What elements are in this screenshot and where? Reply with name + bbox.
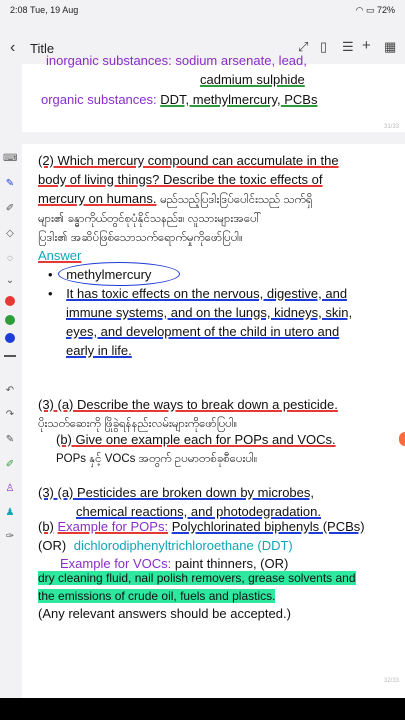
notebook-page[interactable] — [22, 53, 405, 698]
q3b-line: (b) Give one example each for POPs and VOCs. — [56, 432, 336, 447]
highlight-line1: dry cleaning fluid, nail polish removers, grease solvents and — [38, 571, 356, 585]
wifi-icon: ◠ — [355, 5, 364, 15]
back-icon[interactable]: ‹ — [10, 39, 16, 56]
bullet-toxic-l4: early in life. — [66, 343, 132, 358]
list-icon[interactable]: ☰ — [342, 39, 354, 54]
mini-brush-icon[interactable]: ✑ — [5, 531, 15, 542]
bullet-toxic-l1: • It has toxic effects on the nervous, digestive, and — [48, 286, 348, 301]
stroke-size[interactable] — [4, 355, 16, 357]
lasso-icon[interactable]: ◌ — [7, 253, 13, 264]
q2-burmese-line3: ပြဒါး၏ အဆိပ်ဖြစ်သောသက်ရောက်မှုကိုဖော်ပြပါ။ — [38, 232, 243, 244]
mini-highlighter-icon[interactable]: ✐ — [5, 459, 15, 470]
q2-line2: body of living things? Describe the toxic effects of — [38, 172, 323, 187]
methylmercury-circle — [58, 262, 180, 286]
page-number-32: 32/33 — [384, 678, 400, 684]
color-green[interactable] — [5, 315, 15, 325]
status-bar — [0, 0, 405, 22]
keyboard-icon[interactable]: ⌨ — [3, 153, 18, 164]
expand-icon[interactable]: ⤢ — [298, 39, 309, 54]
organic-line: organic substances: DDT, methylmercury, PCBs — [41, 92, 318, 107]
battery-icon: ▭ — [365, 5, 375, 15]
bullet-dot: • — [48, 286, 53, 301]
redo-icon[interactable]: ↷ — [5, 409, 15, 420]
cadmium-line: cadmium sulphide — [200, 72, 305, 87]
bullet-toxic-l2: immune systems, and on the lungs, kidneys, skin, — [66, 305, 353, 320]
q3a-burmese: ပိုးသတ်ဆေးကို ဖြိုခွဲရန်နည်းလမ်းများကိုဖော်ပြပါ။ — [38, 418, 238, 430]
note-title[interactable]: Title — [30, 41, 55, 56]
highlighter-icon[interactable]: ✐ — [5, 203, 15, 214]
answer-label: Answer — [38, 248, 82, 263]
inorganic-line: inorganic substances: sodium arsenate, lead, — [46, 53, 307, 68]
q2-line1: (2) Which mercury compound can accumulate in the — [38, 153, 339, 168]
pen-icon[interactable]: ✎ — [5, 178, 15, 189]
a3a-line2: chemical reactions, and photodegradation. — [76, 504, 321, 519]
battery-level: 72% — [376, 5, 395, 15]
highlight-line2: the emissions of crude oil, fuels and plastics. — [38, 589, 276, 603]
mini-pen-icon[interactable]: ✎ — [5, 434, 15, 445]
mini-marker-icon[interactable]: ♙ — [5, 483, 15, 494]
grid-icon[interactable]: ▦ — [384, 39, 397, 54]
add-icon[interactable]: + — [362, 37, 371, 54]
color-blue[interactable] — [5, 333, 15, 343]
status-right — [356, 5, 395, 16]
status-time: 2:08 — [10, 5, 28, 15]
ddt-line: (OR) dichlorodiphenyltrichloroethane (DDT) — [38, 538, 293, 553]
bullet-dot: • — [48, 267, 53, 282]
book-icon[interactable]: ▯ — [320, 39, 328, 54]
q3a-line: (3) (a) Describe the ways to break down a pesticide. — [38, 397, 338, 412]
q3b-burmese: POPs နှင့် VOCs အတွက် ဥပမာတစ်ခုစီပေးပါ။ — [56, 453, 258, 465]
accept-note: (Any relevant answers should be accepted.) — [38, 606, 291, 621]
q2-burmese-line2: များ၏ ခန္ဓာကိုယ်တွင်စုပုံနိုင်သနည်း။ လူသားများအပေါ် — [38, 213, 262, 225]
chevron-down-icon[interactable]: ⌄ — [5, 275, 15, 286]
a3a-line1: (3) (a) Pesticides are broken down by microbes, — [38, 485, 315, 500]
page-number-31: 31/33 — [384, 124, 400, 130]
status-date: Tue, 19 Aug — [30, 5, 79, 15]
undo-icon[interactable]: ↶ — [5, 385, 15, 396]
q2-line3: mercury on humans. မည်သည့်ပြဒါးဒြပ်ပေါင်းသည် သက်ရှိ — [38, 191, 313, 206]
bullet-methylmercury: • methylmercury — [48, 267, 152, 282]
tool-sidebar — [0, 140, 20, 680]
page-divider — [22, 132, 405, 144]
a3b-line: (b) Example for POPs: Polychlorinated biphenyls (PCBs) — [38, 519, 365, 534]
voc-line: Example for VOCs: paint thinners, (OR) — [60, 556, 289, 571]
bullet-toxic-l3: eyes, and development of the child in utero and — [66, 324, 340, 339]
eraser-icon[interactable]: ◇ — [6, 228, 14, 239]
floating-pen-handle[interactable] — [399, 432, 405, 446]
mini-teal-pen-icon[interactable]: ♟ — [5, 507, 15, 518]
color-red[interactable] — [5, 296, 15, 306]
